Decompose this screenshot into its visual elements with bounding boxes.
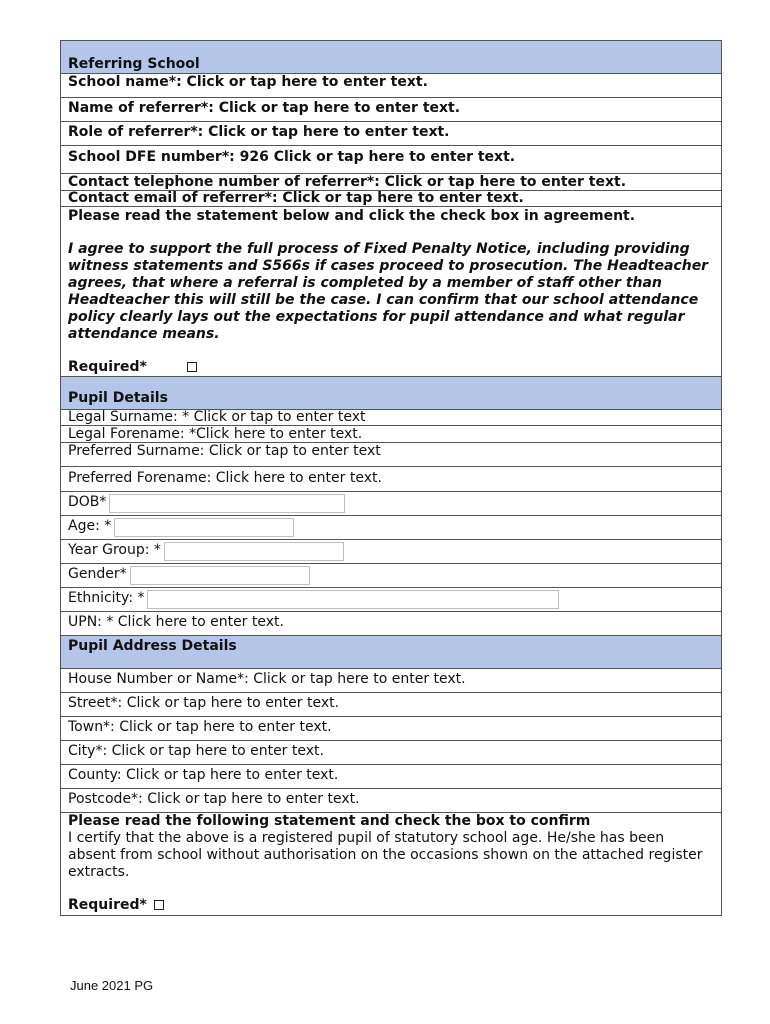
dfe-number-text: School DFE number*: 926 Click or tap here to enter text.: [68, 149, 516, 165]
required-label: Required*: [68, 359, 147, 375]
agreement-checkbox[interactable]: [187, 362, 197, 372]
section-header-pupil-address: [61, 636, 721, 669]
preferred-surname-text: Preferred Surname: Click or tap to enter text: [68, 443, 381, 459]
dob-input[interactable]: [109, 494, 345, 513]
ethnicity-label: Ethnicity: *: [68, 590, 145, 606]
upn-text: UPN: * Click here to enter text.: [68, 614, 284, 630]
legal-surname-field[interactable]: [61, 410, 721, 426]
year-group-row: [61, 540, 721, 564]
referrer-role-text: Role of referrer*: Click or tap here to enter text.: [68, 124, 450, 140]
legal-surname-text: Legal Surname: * Click or tap to enter text: [68, 410, 366, 425]
preferred-surname-field[interactable]: [61, 443, 721, 467]
referrer-name-text: Name of referrer*: Click or tap here to enter text.: [68, 100, 461, 116]
confirmation-heading: Please read the following statement and check the box to confirm: [68, 813, 591, 829]
confirmation-checkbox[interactable]: [154, 900, 164, 910]
contact-phone-text: Contact telephone number of referrer*: Click or tap here to enter text.: [68, 174, 627, 190]
confirmation-block: [61, 813, 721, 916]
dfe-number-field[interactable]: [61, 146, 721, 174]
contact-email-text: Contact email of referrer*: Click or tap here to enter text.: [68, 191, 524, 206]
age-row: [61, 516, 721, 540]
ethnicity-row: [61, 588, 721, 612]
section-header-pupil-details: [61, 377, 721, 410]
section-title: Pupil Address Details: [68, 638, 237, 654]
city-field[interactable]: [61, 741, 721, 765]
agreement-statement-block: [61, 207, 721, 377]
ethnicity-input[interactable]: [147, 590, 559, 609]
gender-input[interactable]: [130, 566, 310, 585]
gender-row: [61, 564, 721, 588]
upn-field[interactable]: [61, 612, 721, 636]
dob-label: DOB*: [68, 494, 107, 510]
confirmation-body: I certify that the above is a registered pupil of statutory school age. He/she has been absent from school without authorisation on the occasions shown on the attached register extracts.: [68, 830, 703, 880]
county-field[interactable]: [61, 765, 721, 789]
legal-forename-text: Legal Forename: *Click here to enter text.: [68, 426, 363, 442]
preferred-forename-text: Preferred Forename: Click here to enter text.: [68, 470, 382, 486]
year-group-input[interactable]: [164, 542, 344, 561]
contact-email-field[interactable]: [61, 191, 721, 207]
street-field[interactable]: [61, 693, 721, 717]
county-text: County: Click or tap here to enter text.: [68, 767, 339, 783]
section-header-referring-school: [61, 41, 721, 74]
referrer-name-field[interactable]: [61, 98, 721, 122]
statement-body: I agree to support the full process of Fixed Penalty Notice, including providing witness statements and S566s if cases proceed to prosecution. The Headteacher agrees, that where a referral is completed by a member of staff other than Headteacher this will still be the case. I can confirm that our school attendance policy clearly lays out the expectations for pupil attendance and what regular attendance means.: [68, 241, 709, 342]
section-title: Referring School: [68, 56, 200, 72]
referral-form: [60, 40, 722, 916]
age-label: Age: *: [68, 518, 112, 534]
year-group-label: Year Group: *: [68, 542, 161, 558]
legal-forename-field[interactable]: [61, 426, 721, 443]
city-text: City*: Click or tap here to enter text.: [68, 743, 324, 759]
house-field[interactable]: [61, 669, 721, 693]
preferred-forename-field[interactable]: [61, 467, 721, 492]
school-name-field[interactable]: [61, 74, 721, 98]
house-text: House Number or Name*: Click or tap here to enter text.: [68, 671, 466, 687]
town-field[interactable]: [61, 717, 721, 741]
school-name-text: School name*: Click or tap here to enter text.: [68, 74, 428, 90]
statement-intro: Please read the statement below and click the check box in agreement.: [68, 208, 636, 224]
street-text: Street*: Click or tap here to enter text.: [68, 695, 340, 711]
referrer-role-field[interactable]: [61, 122, 721, 146]
postcode-field[interactable]: [61, 789, 721, 813]
section-title: Pupil Details: [68, 390, 168, 406]
footer-text: June 2021 PG: [70, 978, 154, 993]
dob-row: [61, 492, 721, 516]
required-label: Required*: [68, 897, 147, 913]
postcode-text: Postcode*: Click or tap here to enter text.: [68, 791, 360, 807]
gender-label: Gender*: [68, 566, 127, 582]
age-input[interactable]: [114, 518, 294, 537]
contact-phone-field[interactable]: [61, 174, 721, 191]
town-text: Town*: Click or tap here to enter text.: [68, 719, 332, 735]
